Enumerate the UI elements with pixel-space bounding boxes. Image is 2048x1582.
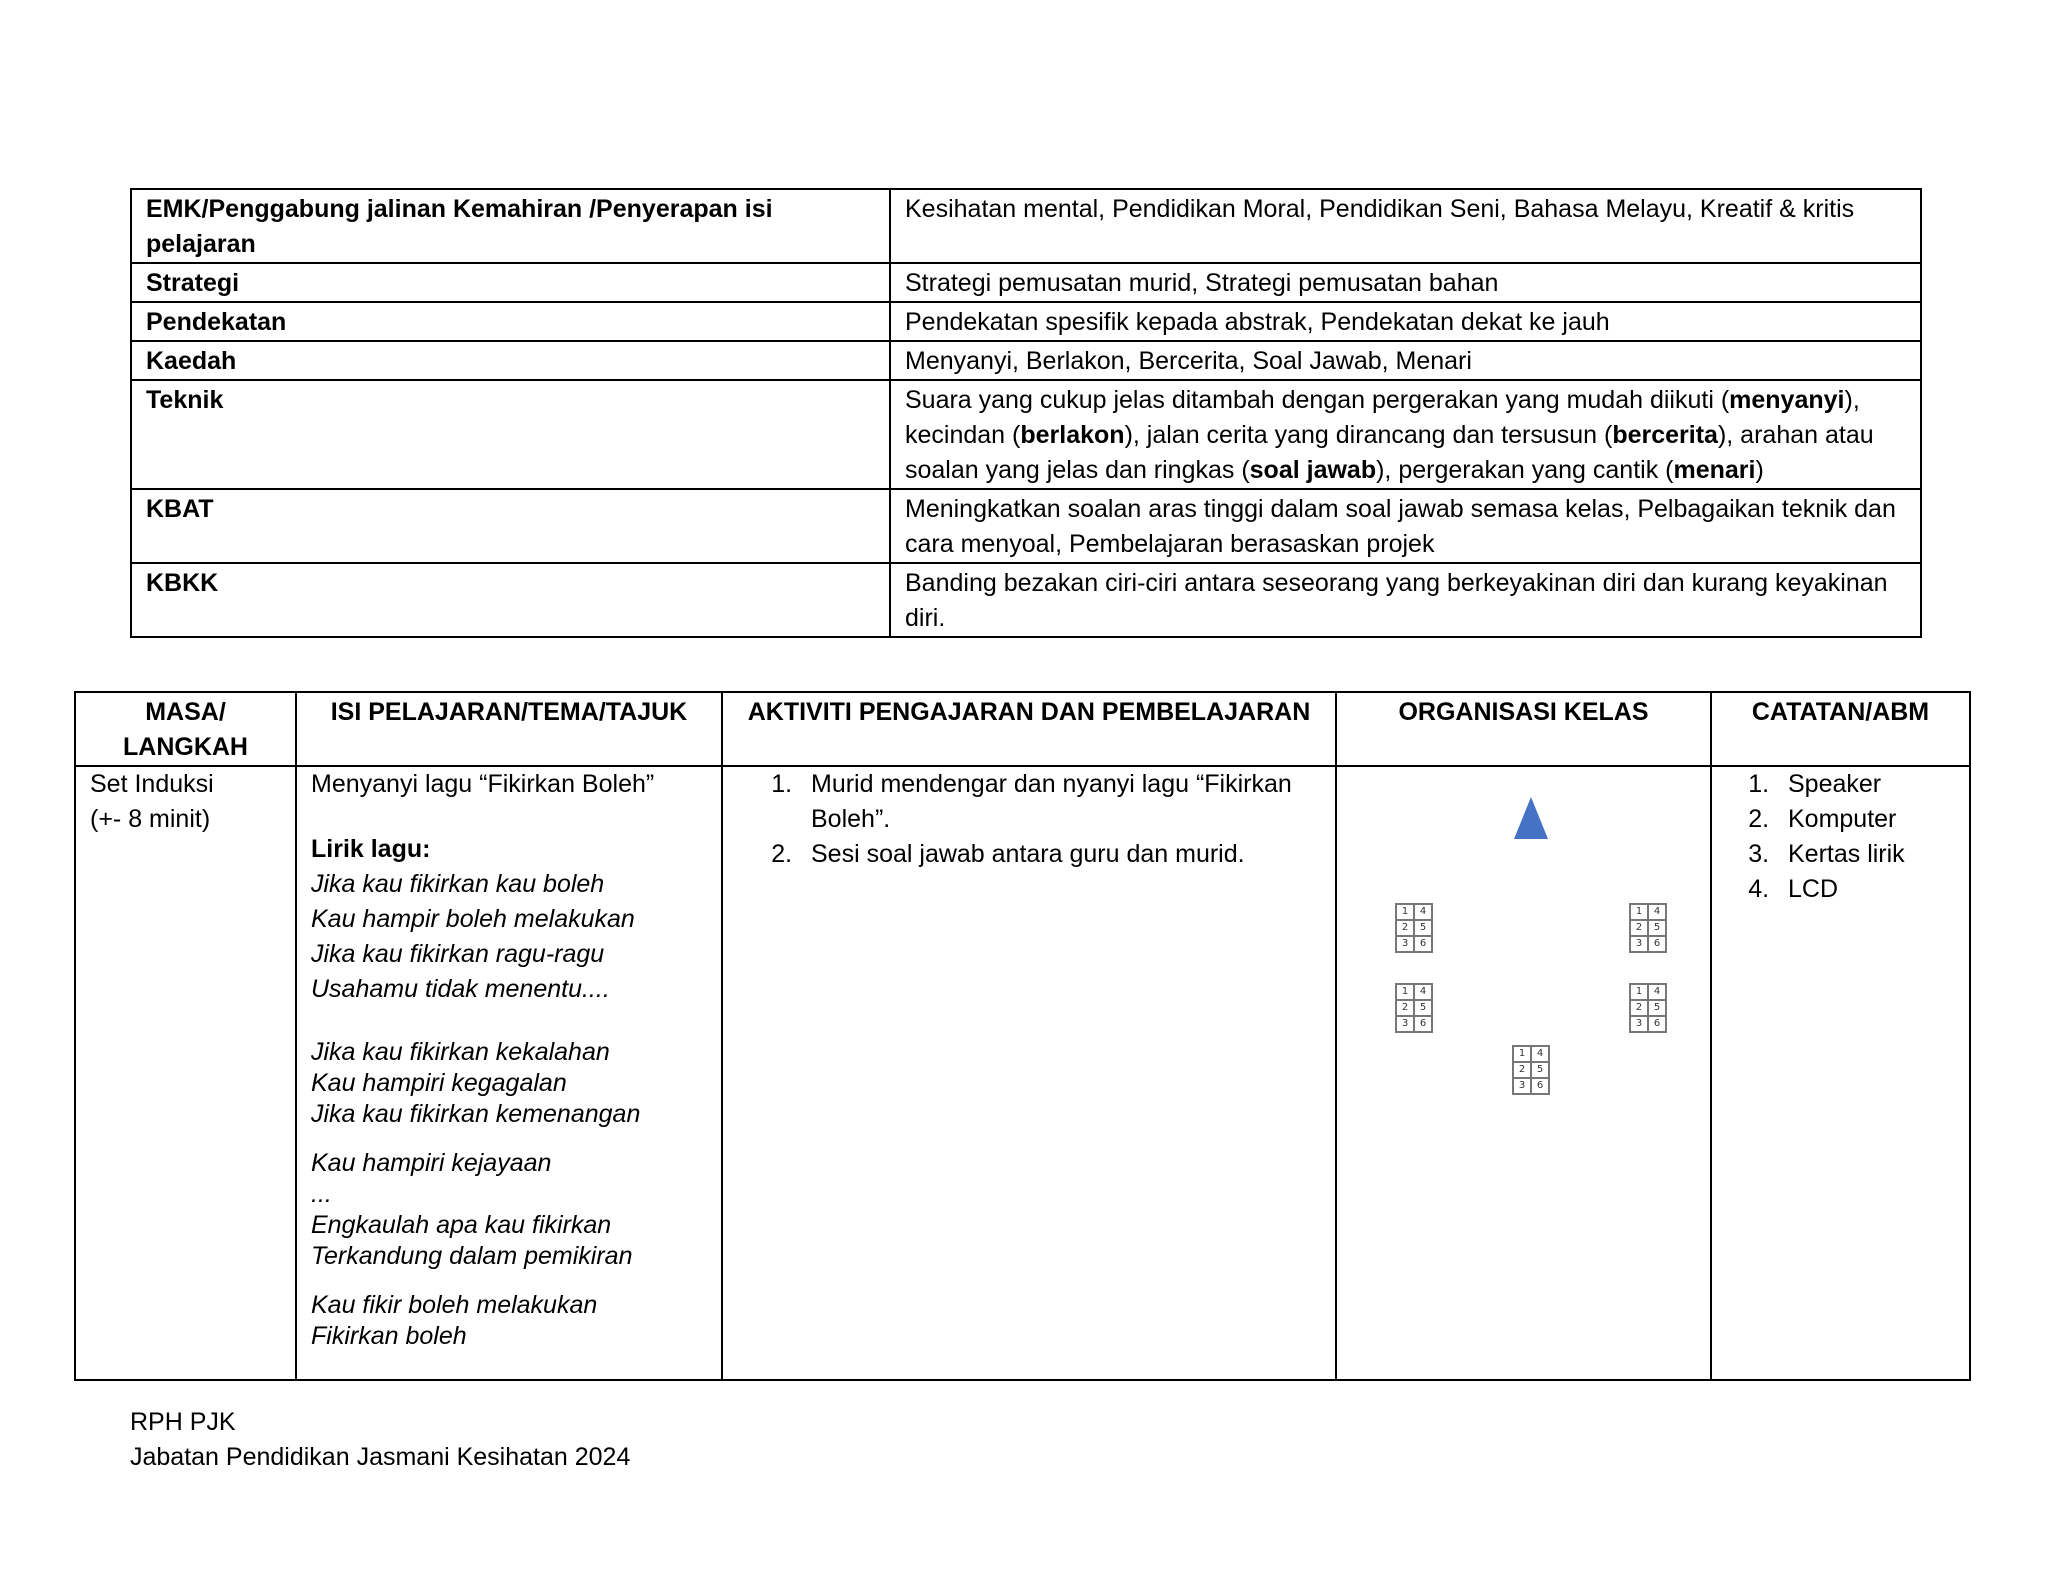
header-masa: MASA/ LANGKAH: [75, 692, 296, 766]
cell-catatan: [1711, 766, 1970, 1380]
student-group-icon: 1 4 2 5 3 6: [1395, 983, 1433, 1033]
info-label: KBAT: [131, 489, 890, 563]
lyric-line: Kau fikir boleh melakukan: [311, 1291, 598, 1319]
lesson-plan-table: [74, 691, 1971, 1381]
info-value: Menyanyi, Berlakon, Bercerita, Soal Jawab, Menari: [890, 341, 1921, 380]
lyric-line: Engkaulah apa kau fikirkan: [311, 1211, 612, 1239]
info-table: [130, 188, 1922, 638]
info-row-strategi: [131, 263, 1921, 302]
info-row-kaedah: [131, 341, 1921, 380]
lyric-line: Kau hampiri kegagalan: [311, 1069, 567, 1097]
masa-langkah: Set Induksi: [90, 770, 214, 798]
info-label: Pendekatan: [131, 302, 890, 341]
catatan-item: 4. LCD: [1776, 872, 1955, 907]
song-title: Menyanyi lagu “Fikirkan Boleh”: [311, 770, 655, 798]
catatan-item: 3. Kertas lirik: [1776, 837, 1955, 872]
page-footer: [130, 1405, 630, 1475]
cell-masa: [75, 766, 296, 1380]
header-isi: ISI PELAJARAN/TEMA/TAJUK: [296, 692, 722, 766]
aktiviti-list: [737, 767, 1321, 872]
student-group-icon: 1 4 2 5 3 6: [1512, 1045, 1550, 1095]
aktiviti-item: 2. Sesi soal jawab antara guru dan murid.: [799, 837, 1321, 872]
lyric-line: Kau hampiri kejayaan: [311, 1149, 552, 1177]
class-organisation-diagram: [1337, 767, 1710, 1379]
lyric-line: ...: [311, 1180, 332, 1208]
info-value: Banding bezakan ciri-ciri antara seseorang yang berkeyakinan diri dan kurang keyakinan diri.: [890, 563, 1921, 637]
lyric-line: Jika kau fikirkan kemenangan: [311, 1100, 641, 1128]
lyric-line: Terkandung dalam pemikiran: [311, 1242, 633, 1270]
header-aktiviti: AKTIVITI PENGAJARAN DAN PEMBELAJARAN: [722, 692, 1336, 766]
cell-aktiviti: [722, 766, 1336, 1380]
footer-line: Jabatan Pendidikan Jasmani Kesihatan 2024: [130, 1443, 631, 1471]
info-label: KBKK: [131, 563, 890, 637]
aktiviti-item: 1. Murid mendengar dan nyanyi lagu “Fikirkan Boleh”.: [799, 767, 1321, 837]
info-label: Kaedah: [131, 341, 890, 380]
lyric-line: Jika kau fikirkan kekalahan: [311, 1038, 610, 1066]
info-row-teknik: [131, 380, 1921, 489]
student-group-icon: 1 4 2 5 3 6: [1395, 903, 1433, 953]
info-row-emk: [131, 189, 1921, 263]
info-row-kbat: [131, 489, 1921, 563]
triangle-icon: [1514, 797, 1548, 839]
info-label: Strategi: [131, 263, 890, 302]
lyric-line: Jika kau fikirkan kau boleh: [311, 870, 605, 898]
lesson-row-set-induksi: [75, 766, 1970, 1380]
info-value: Pendekatan spesifik kepada abstrak, Pendekatan dekat ke jauh: [890, 302, 1921, 341]
cell-isi: [296, 766, 722, 1380]
lyrics-label: Lirik lagu:: [311, 835, 431, 863]
masa-durasi: (+- 8 minit): [90, 805, 211, 833]
info-row-pendekatan: [131, 302, 1921, 341]
info-value: Strategi pemusatan murid, Strategi pemusatan bahan: [890, 263, 1921, 302]
catatan-item: 2. Komputer: [1776, 802, 1955, 837]
cell-organisasi: [1336, 766, 1711, 1380]
lyric-line: Kau hampir boleh melakukan: [311, 905, 635, 933]
header-organisasi: ORGANISASI KELAS: [1336, 692, 1711, 766]
info-value: Kesihatan mental, Pendidikan Moral, Pendidikan Seni, Bahasa Melayu, Kreatif & kritis: [890, 189, 1921, 263]
info-row-kbkk: [131, 563, 1921, 637]
student-group-icon: 1 4 2 5 3 6: [1629, 983, 1667, 1033]
lyric-line: Fikirkan boleh: [311, 1322, 467, 1350]
info-label: Teknik: [131, 380, 890, 489]
header-catatan: CATATAN/ABM: [1711, 692, 1970, 766]
catatan-item: 1. Speaker: [1776, 767, 1955, 802]
info-label: EMK/Penggabung jalinan Kemahiran /Penyerapan isi pelajaran: [131, 189, 890, 263]
info-value-teknik: Suara yang cukup jelas ditambah dengan pergerakan yang mudah diikuti (menyanyi), kecindan (berlakon), jalan cerita yang dirancang dan tersusun (bercerita), arahan atau soalan yang jelas dan ringkas (soal jawab), pergerakan yang cantik (menari): [890, 380, 1921, 489]
lyric-line: Jika kau fikirkan ragu-ragu: [311, 940, 605, 968]
info-value: Meningkatkan soalan aras tinggi dalam soal jawab semasa kelas, Pelbagaikan teknik dan cara menyoal, Pembelajaran berasaskan projek: [890, 489, 1921, 563]
lesson-header-row: [75, 692, 1970, 766]
lyric-line: Usahamu tidak menentu....: [311, 975, 610, 1003]
student-group-icon: 1 4 2 5 3 6: [1629, 903, 1667, 953]
catatan-list: [1726, 767, 1955, 907]
footer-line: RPH PJK: [130, 1408, 236, 1436]
